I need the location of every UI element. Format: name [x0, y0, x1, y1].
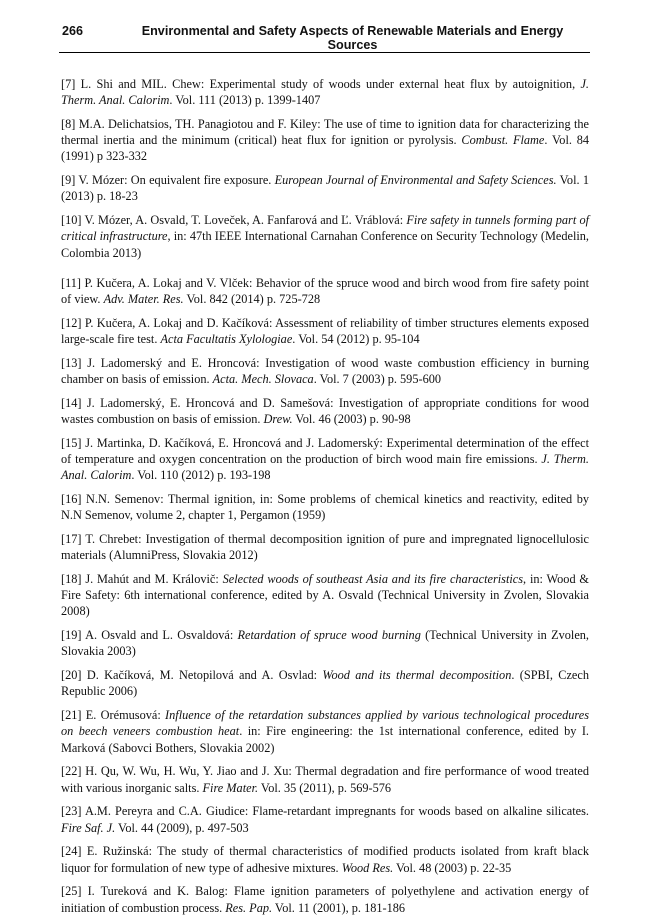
reference-number: [25]: [61, 884, 88, 899]
reference-text: Vol. 35 (2011), p. 569-576: [258, 780, 392, 795]
reference-text: H. Qu, W. Wu, H. Wu, Y. Jiao and J. Xu: Thermal degradation and fire performance of wood treated with various inorganic salts.: [61, 764, 589, 795]
reference-entry: [61, 116, 589, 165]
reference-entry: [61, 883, 589, 915]
reference-number: [7]: [61, 77, 81, 91]
reference-text: A. Osvald and L. Osvaldová:: [85, 628, 238, 643]
reference-text: Vol. 11 (2001), p. 181-186: [272, 900, 406, 915]
reference-text: I. Tureková and K. Balog: Flame ignition parameters of polyethylene and activation energy of initiation of combustion process.: [61, 884, 589, 915]
reference-number: [23]: [61, 804, 85, 819]
page-header: [59, 22, 590, 53]
reference-entry: [61, 275, 589, 307]
reference-entry: [61, 803, 589, 835]
reference-text: P. Kučera, A. Lokaj and V. Vlček: Behavior of the spruce wood and birch wood from fire safety point of view.: [61, 275, 589, 307]
reference-italic-text: Combust. Flame: [461, 133, 545, 148]
reference-text: Vol. 842 (2014) p. 725-728: [183, 292, 321, 307]
reference-number: [13]: [61, 355, 88, 370]
reference-text: Vol. 1 (2013) p. 18-23: [61, 173, 589, 204]
reference-number: [18]: [61, 572, 86, 587]
reference-number: [21]: [61, 708, 86, 723]
reference-italic-text: Fire Saf. J.: [61, 820, 116, 835]
reference-text: J. Martinka, D. Kačíková, E. Hroncová and J. Ladomerský: Experimental determination of the effect of temperature and oxygen concentration on the production of birch wood main fire emissions.: [61, 435, 589, 467]
reference-text: P. Kučera, A. Lokaj and D. Kačíková: Assessment of reliability of timber structures elements exposed large-scale fire test.: [61, 315, 590, 347]
running-title: Environmental and Safety Aspects of Renewable Materials and Energy Sources: [141, 24, 564, 52]
reference-italic-text: Fire safety in tunnels forming part of critical infrastructure: [61, 213, 590, 244]
reference-text: N.N. Semenov: Thermal ignition, in: Some problems of chemical kinetics and reactivity, edited by N.N Semenov, volume 2, chapter 1, Pergamon (1959): [61, 492, 590, 523]
reference-entry: [61, 212, 589, 261]
reference-number: [16]: [61, 492, 87, 507]
reference-number: [19]: [61, 628, 86, 643]
reference-text: . Vol. 111 (2013) p. 1399-1407: [169, 93, 321, 108]
reference-italic-text: Acta. Mech. Slovaca: [212, 372, 314, 387]
reference-text: J. Ladomerský, E. Hroncová and D. Samešová: Investigation of appropriate conditions for wood wastes combustion on basis of emission.: [61, 395, 590, 427]
reference-text: J. Mahút and M. Královič:: [85, 572, 223, 587]
reference-number: [24]: [61, 844, 87, 859]
reference-text: E. Ružinská: The study of thermal characteristics of modified products isolated from kraft black liquor for formulation of new type of adhesive mixtures.: [61, 844, 589, 875]
reference-text: . Vol. 110 (2012) p. 193-198: [131, 468, 271, 483]
reference-number: [17]: [61, 532, 86, 547]
reference-text: E. Orémusová:: [85, 708, 166, 723]
reference-text: Vol. 48 (2003) p. 22-35: [393, 860, 512, 875]
reference-italic-text: Fire Mater.: [202, 780, 259, 795]
reference-text: . (SPBI, Czech Republic 2006): [61, 668, 589, 699]
reference-italic-text: Wood Res.: [341, 860, 394, 875]
reference-entry: [61, 435, 589, 484]
reference-text: D. Kačíková, M. Netopilová and A. Osvlad:: [86, 668, 323, 683]
reference-number: [8]: [61, 117, 79, 131]
reference-italic-text: J. Therm. Anal. Calorim: [61, 77, 589, 108]
reference-text: V. Mózer, A. Osvald, T. Loveček, A. Fanfarová and Ľ. Vráblová:: [84, 213, 407, 228]
reference-text: J. Ladomerský and E. Hroncová: Investigation of wood waste combustion efficiency in burning chamber on basis of emission.: [61, 355, 589, 387]
reference-number: [15]: [61, 435, 86, 450]
reference-number: [10]: [61, 213, 85, 228]
reference-italic-text: Adv. Mater. Res.: [103, 292, 184, 307]
page-number: 266: [62, 24, 84, 38]
reference-text: . in: Fire engineering: the 1st international conference, edited by I. Marková (Sabovci Bothers, Slovakia 2002): [61, 724, 589, 755]
reference-text: Vol. 44 (2009), p. 497-503: [115, 820, 249, 835]
reference-entry: [61, 843, 589, 875]
reference-text: , in: Wood & Fire Safety: 6th international conference, edited by A. Osvald (Technical University in Zvolen, Slovakia 2008): [61, 572, 589, 619]
reference-italic-text: Wood and its thermal decomposition: [322, 668, 512, 683]
reference-entry: [61, 707, 589, 756]
reference-list: [61, 76, 589, 923]
reference-italic-text: Acta Facultatis Xylologiae: [160, 332, 293, 347]
reference-entry: [61, 763, 589, 795]
reference-italic-text: J. Therm. Anal. Calorim: [61, 452, 589, 483]
reference-italic-text: European Journal of Environmental and Safety Sciences.: [274, 173, 557, 188]
reference-number: [22]: [61, 764, 86, 779]
reference-text: . Vol. 84 (1991) p 323-332: [61, 133, 590, 164]
reference-text: (Technical University in Zvolen, Slovakia 2003): [61, 628, 589, 659]
reference-entry: [61, 315, 589, 347]
reference-text: M.A. Delichatsios, TH. Panagiotou and F. Kiley: The use of time to ignition data for characterizing the thermal inertia and the minimum (critical) heat flux for ignition or pyrolysis.: [61, 117, 589, 148]
reference-entry: [61, 355, 589, 387]
reference-italic-text: Drew.: [263, 412, 293, 427]
reference-number: [20]: [61, 668, 87, 683]
reference-italic-text: Res. Pap.: [225, 900, 273, 915]
reference-text: V. Mózer: On equivalent fire exposure.: [78, 173, 275, 188]
reference-number: [11]: [61, 275, 85, 290]
reference-entry: [61, 627, 589, 659]
reference-entry: [61, 491, 589, 523]
reference-text: . Vol. 7 (2003) p. 595-600: [313, 372, 442, 387]
reference-number: [9]: [61, 173, 79, 188]
reference-entry: [61, 172, 589, 204]
reference-text: L. Shi and MIL. Chew: Experimental study of woods under external heat flux by autoignition,: [80, 77, 581, 91]
reference-text: . Vol. 54 (2012) p. 95-104: [292, 332, 420, 347]
reference-text: Vol. 46 (2003) p. 90-98: [292, 412, 411, 427]
reference-entry: [61, 76, 589, 108]
reference-number: [12]: [61, 315, 85, 330]
reference-italic-text: Influence of the retardation substances applied by various technological procedures on beech veneers combustion heat: [61, 708, 589, 739]
reference-italic-text: Retardation of spruce wood burning: [237, 628, 421, 643]
reference-entry: [61, 531, 589, 563]
reference-text: T. Chrebet: Investigation of thermal decomposition ignition of pure and impregnated lignocellulosic materials (AlumniPress, Slovakia 2012): [61, 532, 590, 563]
reference-text: , in: 47th IEEE International Carnahan Conference on Security Technology (Medelin, Colombia 2013): [61, 229, 590, 260]
reference-entry: [61, 667, 589, 699]
reference-text: A.M. Pereyra and C.A. Giudice: Flame-retardant impregnants for woods based on alkaline silicates.: [84, 804, 589, 819]
reference-entry: [61, 571, 589, 620]
reference-number: [14]: [61, 395, 87, 410]
reference-italic-text: Selected woods of southeast Asia and its fire characteristics: [222, 572, 524, 587]
reference-entry: [61, 395, 589, 427]
